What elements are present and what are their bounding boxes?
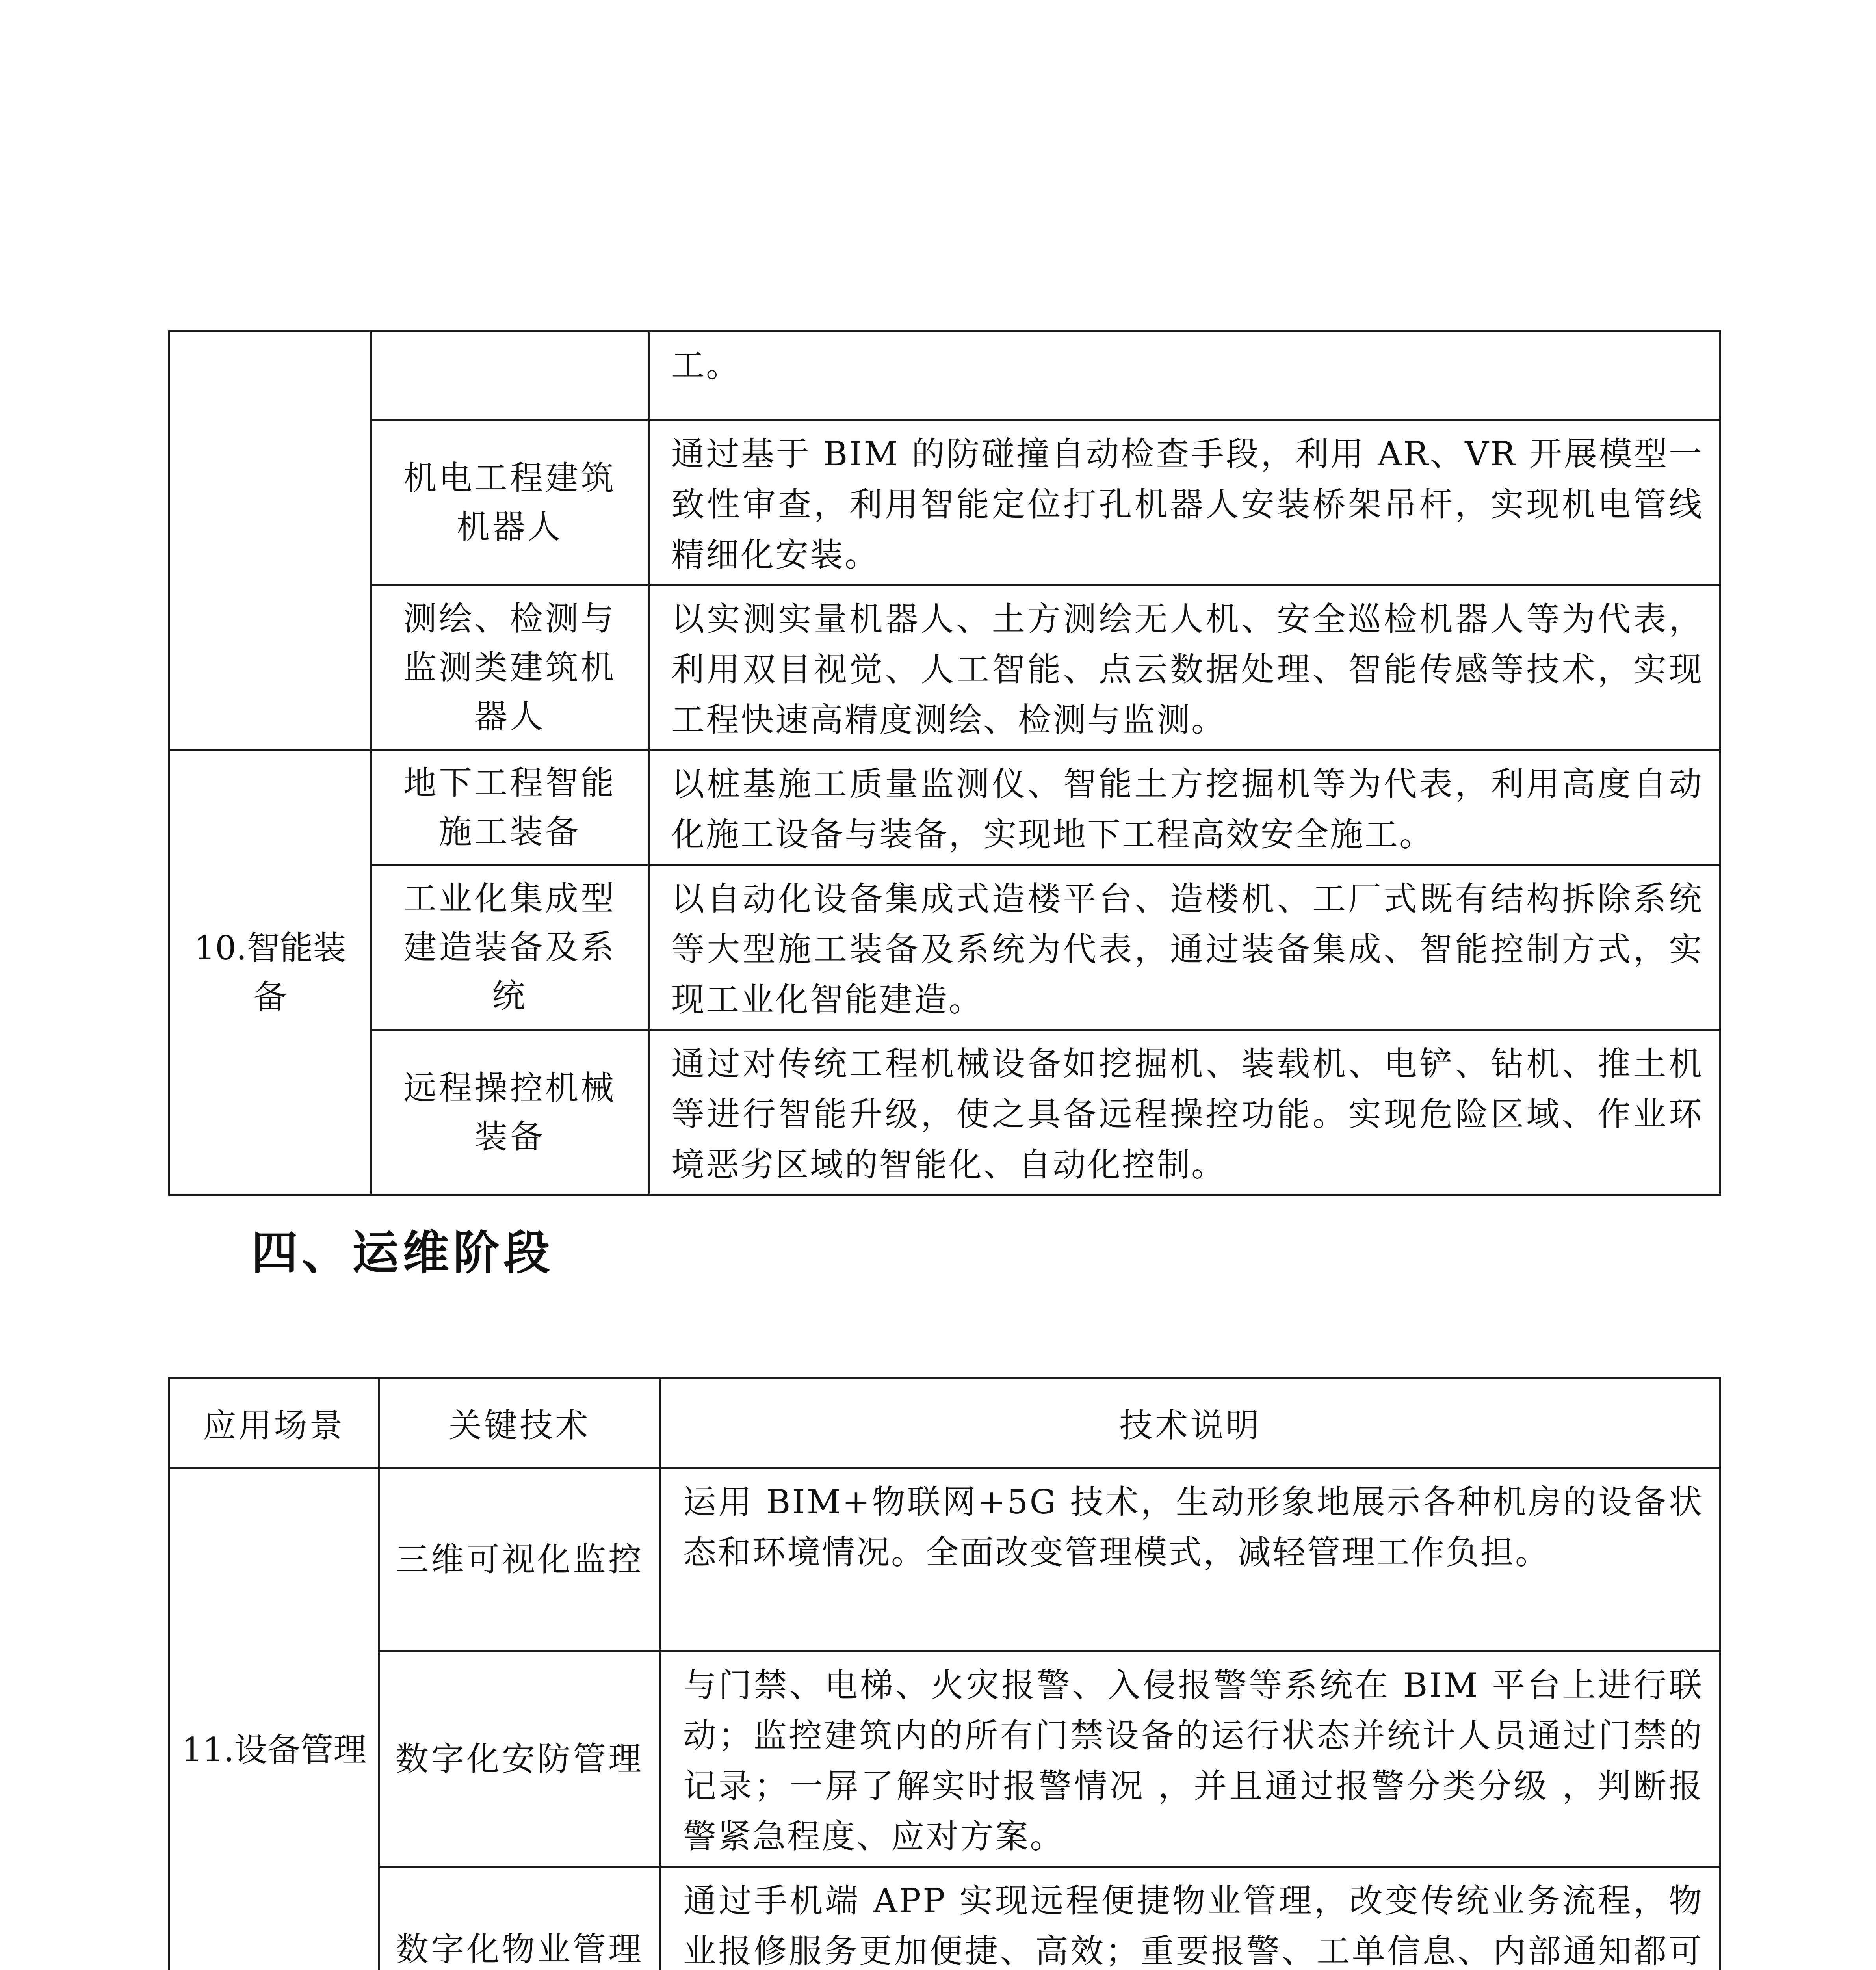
category-cell-equipment-management: 11.设备管理 xyxy=(169,1468,379,1970)
table-row xyxy=(169,1867,1720,1970)
key-tech-cell: 工业化集成型建造装备及系统 xyxy=(371,865,649,1030)
tech-description-cell: 运用 BIM+物联网+5G 技术，生动形象地展示各种机房的设备状态和环境情况。全面改变管理模式，减轻管理工作负担。 xyxy=(661,1468,1720,1651)
key-tech-cell: 数字化物业管理 xyxy=(379,1867,661,1970)
tech-description-cell: 以自动化设备集成式造楼平台、造楼机、工厂式既有结构拆除系统等大型施工装备及系统为代表，通过装备集成、智能控制方式，实现工业化智能建造。 xyxy=(649,865,1720,1030)
tech-description-cell: 以桩基施工质量监测仪、智能土方挖掘机等为代表，利用高度自动化施工设备与装备，实现地下工程高效安全施工。 xyxy=(649,750,1720,865)
table-row xyxy=(169,750,1720,865)
section-heading: 四、运维阶段 xyxy=(251,1226,554,1280)
tech-description-cell: 通过基于 BIM 的防碰撞自动检查手段，利用 AR、VR 开展模型一致性审查，利用智能定位打孔机器人安装桥架吊杆，实现机电管线精细化安装。 xyxy=(649,420,1720,585)
table-row xyxy=(169,1030,1720,1195)
tech-description-cell: 通过手机端 APP 实现远程便捷物业管理，改变传统业务流程，物业报修服务更加便捷、高效；重要报警、工单信息、内部通知都可 xyxy=(661,1867,1720,1970)
tech-description-cell: 通过对传统工程机械设备如挖掘机、装载机、电铲、钻机、推土机等进行智能升级，使之具备远程操控功能。实现危险区域、作业环境恶劣区域的智能化、自动化控制。 xyxy=(649,1030,1720,1195)
key-tech-cell: 数字化安防管理 xyxy=(379,1651,661,1867)
table-header-row xyxy=(169,1378,1720,1468)
category-cell-empty xyxy=(169,331,371,750)
operations-table xyxy=(168,1377,1721,1970)
table-row xyxy=(169,1468,1720,1651)
key-tech-cell: 测绘、检测与监测类建筑机器人 xyxy=(371,585,649,750)
header-scenario: 应用场景 xyxy=(169,1378,379,1468)
key-tech-cell xyxy=(371,331,649,420)
tech-description-cell: 以实测实量机器人、土方测绘无人机、安全巡检机器人等为代表，利用双目视觉、人工智能、点云数据处理、智能传感等技术，实现工程快速高精度测绘、检测与监测。 xyxy=(649,585,1720,750)
table-row xyxy=(169,1651,1720,1867)
category-cell-smart-equipment: 10.智能装备 xyxy=(169,750,371,1195)
key-tech-cell: 三维可视化监控 xyxy=(379,1468,661,1651)
tech-description-cell: 与门禁、电梯、火灾报警、入侵报警等系统在 BIM 平台上进行联动；监控建筑内的所有门禁设备的运行状态并统计人员通过门禁的记录；一屏了解实时报警情况 ，并且通过报警分类分级 ，判断报警紧急程度、应对方案。 xyxy=(661,1651,1720,1867)
key-tech-cell: 地下工程智能施工装备 xyxy=(371,750,649,865)
equipment-table-continued xyxy=(168,330,1721,1196)
table-row xyxy=(169,420,1720,585)
header-key-tech: 关键技术 xyxy=(379,1378,661,1468)
table-row xyxy=(169,865,1720,1030)
key-tech-cell: 远程操控机械装备 xyxy=(371,1030,649,1195)
key-tech-cell: 机电工程建筑机器人 xyxy=(371,420,649,585)
table-row xyxy=(169,331,1720,420)
table-row xyxy=(169,585,1720,750)
header-tech-description: 技术说明 xyxy=(661,1378,1720,1468)
tech-description-cell: 工。 xyxy=(649,331,1720,420)
